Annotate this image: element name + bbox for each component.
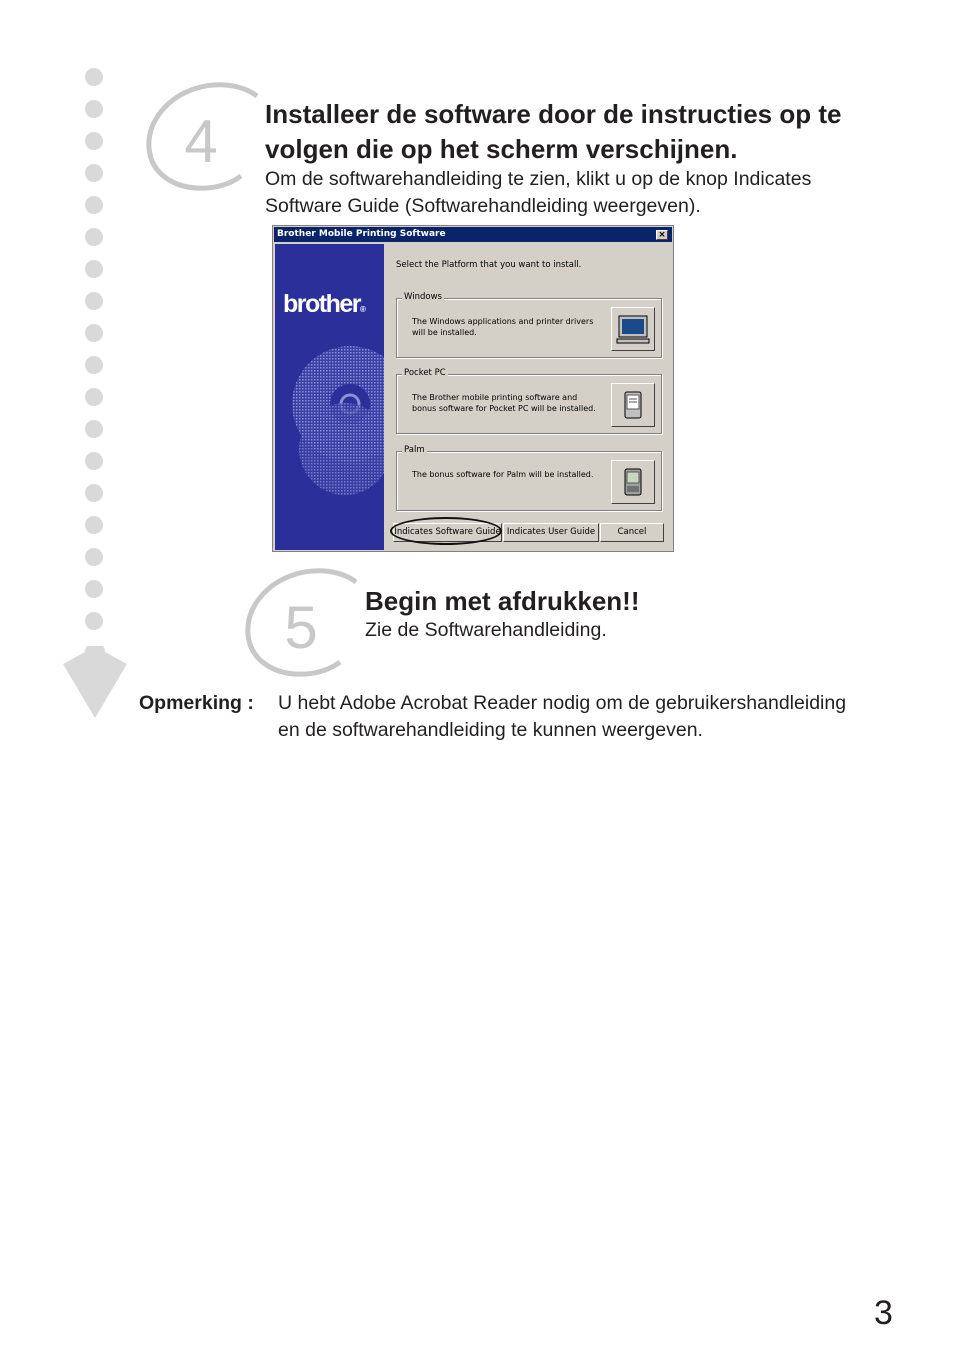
note-line2: en de softwarehandleiding te kunnen weergeven. bbox=[278, 719, 703, 741]
progress-dot bbox=[85, 260, 103, 278]
group-text: The Windows applications and printer drivers will be installed. bbox=[412, 317, 594, 337]
progress-dot bbox=[85, 580, 103, 598]
step-number-text: 5 bbox=[284, 594, 318, 661]
progress-dot bbox=[85, 164, 103, 182]
progress-dot bbox=[85, 484, 103, 502]
highlight-ring bbox=[390, 517, 502, 545]
palm-install-button[interactable] bbox=[611, 460, 655, 504]
note-line1: U hebt Adobe Acrobat Reader nodig om de gebruikershandleiding bbox=[278, 692, 847, 714]
dialog-sidebar bbox=[275, 244, 384, 550]
installer-dialog bbox=[272, 225, 674, 552]
monitor-icon bbox=[612, 308, 654, 350]
group-legend: Pocket PC bbox=[404, 368, 446, 378]
note-label: Opmerking : bbox=[139, 692, 254, 714]
close-button[interactable] bbox=[656, 230, 668, 240]
progress-dot bbox=[85, 612, 103, 630]
group-legend: Palm bbox=[404, 445, 425, 455]
step-4-title-line2: volgen die op het scherm verschijnen. bbox=[265, 134, 738, 164]
step-4-desc-line2: Software Guide (Softwarehandleiding weergeven). bbox=[265, 195, 701, 217]
indicates-software-guide-button[interactable]: Indicates Software Guide bbox=[393, 523, 502, 542]
progress-dot bbox=[85, 228, 103, 246]
group-text: The bonus software for Palm will be installed. bbox=[412, 470, 594, 479]
logo-text: brother bbox=[283, 290, 360, 318]
step-4-title-line1: Installeer de software door de instructies op te bbox=[265, 99, 842, 129]
group-legend: Windows bbox=[404, 292, 442, 302]
progress-dot bbox=[85, 548, 103, 566]
step-4-description bbox=[265, 166, 811, 220]
progress-dot bbox=[85, 292, 103, 310]
cd-disc-icon bbox=[275, 244, 384, 550]
progress-dot bbox=[85, 196, 103, 214]
group-windows bbox=[396, 292, 662, 358]
step-4-title bbox=[265, 97, 841, 167]
group-palm bbox=[396, 445, 662, 511]
dialog-title: Brother Mobile Printing Software bbox=[277, 229, 446, 239]
progress-dot bbox=[85, 68, 103, 86]
step-4-desc-line1: Om de softwarehandleiding te zien, klikt u op de knop Indicates bbox=[265, 168, 812, 190]
progress-dot bbox=[85, 100, 103, 118]
progress-dot bbox=[85, 356, 103, 374]
progress-dot bbox=[85, 132, 103, 150]
cancel-button[interactable]: Cancel bbox=[600, 523, 664, 542]
note-body bbox=[278, 690, 918, 744]
down-arrow-icon bbox=[63, 646, 127, 718]
step-4-number bbox=[145, 82, 263, 194]
step-5-description: Zie de Softwarehandleiding. bbox=[365, 619, 607, 641]
progress-dot bbox=[85, 324, 103, 342]
step-number-text: 4 bbox=[184, 108, 218, 175]
pocket-pc-icon bbox=[612, 384, 654, 426]
progress-dot bbox=[85, 516, 103, 534]
pocket-pc-install-button[interactable] bbox=[611, 383, 655, 427]
progress-dots bbox=[85, 68, 105, 644]
palm-icon bbox=[612, 461, 654, 503]
platform-prompt: Select the Platform that you want to install. bbox=[396, 260, 582, 270]
progress-dot bbox=[85, 420, 103, 438]
dialog-main bbox=[384, 244, 672, 550]
indicates-user-guide-button[interactable]: Indicates User Guide bbox=[503, 523, 599, 542]
progress-dot bbox=[85, 452, 103, 470]
close-icon: × bbox=[658, 230, 666, 240]
step-5-title: Begin met afdrukken!! bbox=[365, 586, 640, 616]
step-5-number bbox=[244, 568, 362, 680]
progress-dot bbox=[85, 388, 103, 406]
page-number: 3 bbox=[874, 1294, 893, 1332]
windows-install-button[interactable] bbox=[611, 307, 655, 351]
logo-mark: ® bbox=[360, 305, 366, 314]
dialog-titlebar bbox=[274, 227, 672, 242]
group-text: The Brother mobile printing software and bonus software for Pocket PC will be installed. bbox=[412, 393, 596, 413]
group-pocket-pc bbox=[396, 368, 662, 434]
